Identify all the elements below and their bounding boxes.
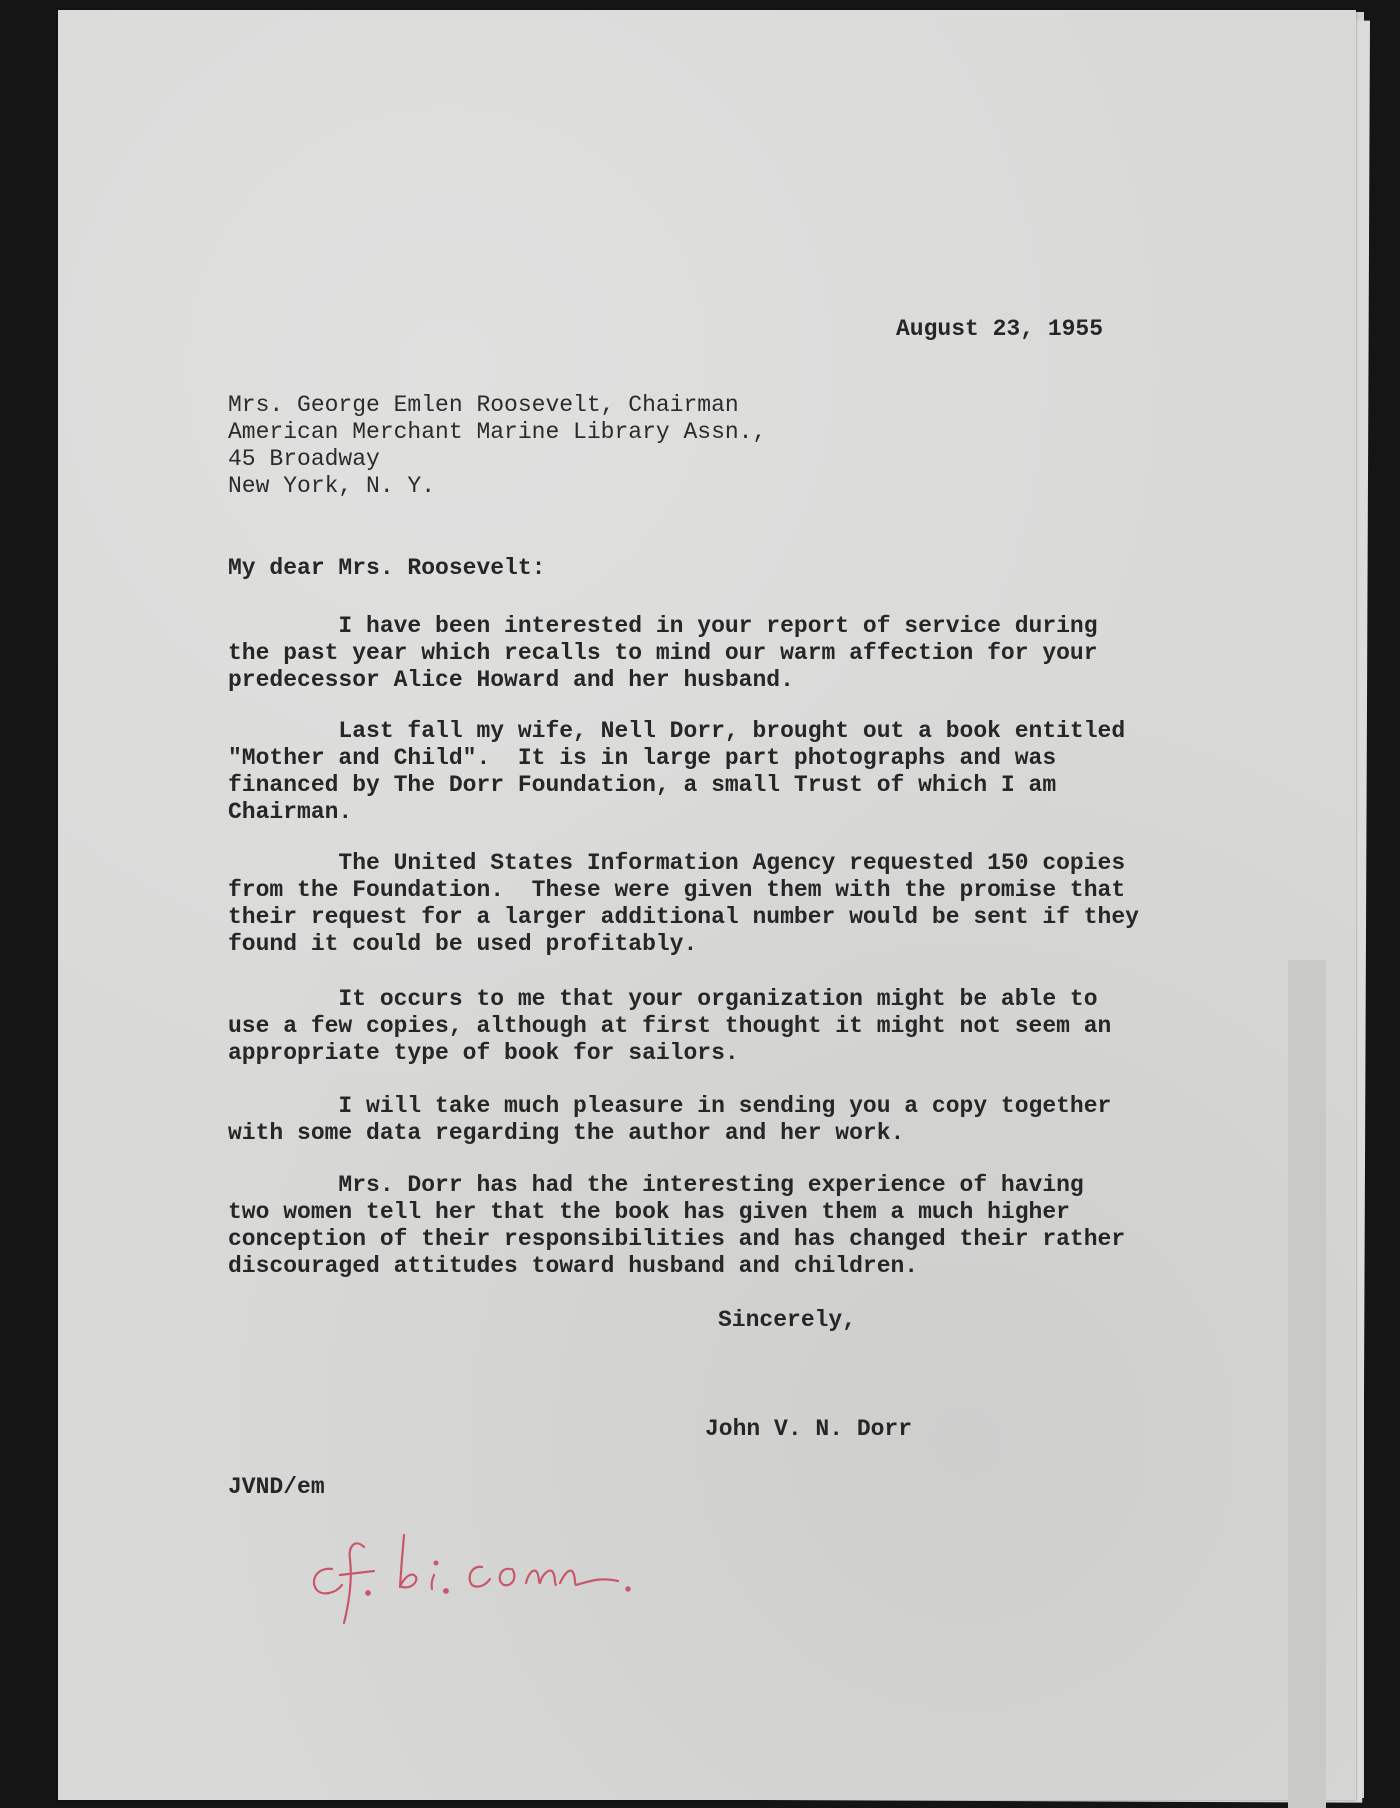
body-paragraph: Mrs. Dorr has had the interesting experience of having two women tell her that the book has given them a much higher conception of their responsibilities and has changed their rather discouraged attitudes toward husband and children. [228, 1172, 1126, 1279]
body-paragraph: It occurs to me that your organization might be able to use a few copies, although at first thought it might not seem an appropriate type of book for sailors. [228, 986, 1112, 1066]
body-paragraph: The United States Information Agency requested 150 copies from the Foundation. These were given them with the promise that their request for a larger additional number would be sent if they found it could be used profitably. [228, 850, 1139, 957]
body-paragraph: I have been interested in your report of service during the past year which recalls to mind our warm affection for your predecessor Alice Howard and her husband. [228, 613, 1098, 693]
reference-initials: JVND/em [228, 1474, 325, 1500]
signer-name: John V. N. Dorr [705, 1416, 913, 1442]
body-paragraph: Last fall my wife, Nell Dorr, brought out a book entitled "Mother and Child". It is in large part photographs and was financed by The Dorr Foundation, a small Trust of which I am Chairman. [228, 718, 1126, 825]
body-paragraph: I will take much pleasure in sending you a copy together with some data regarding the author and her work. [228, 1093, 1112, 1146]
letter-date: August 23, 1955 [896, 316, 1104, 342]
torn-paper-edge [1288, 960, 1326, 1808]
salutation: My dear Mrs. Roosevelt: [228, 555, 546, 581]
complimentary-closing: Sincerely, [718, 1307, 857, 1333]
handwritten-annotation [300, 1505, 680, 1635]
inside-address: Mrs. George Emlen Roosevelt, Chairman American Merchant Marine Library Assn., 45 Broadway New York, N. Y. [228, 392, 767, 499]
